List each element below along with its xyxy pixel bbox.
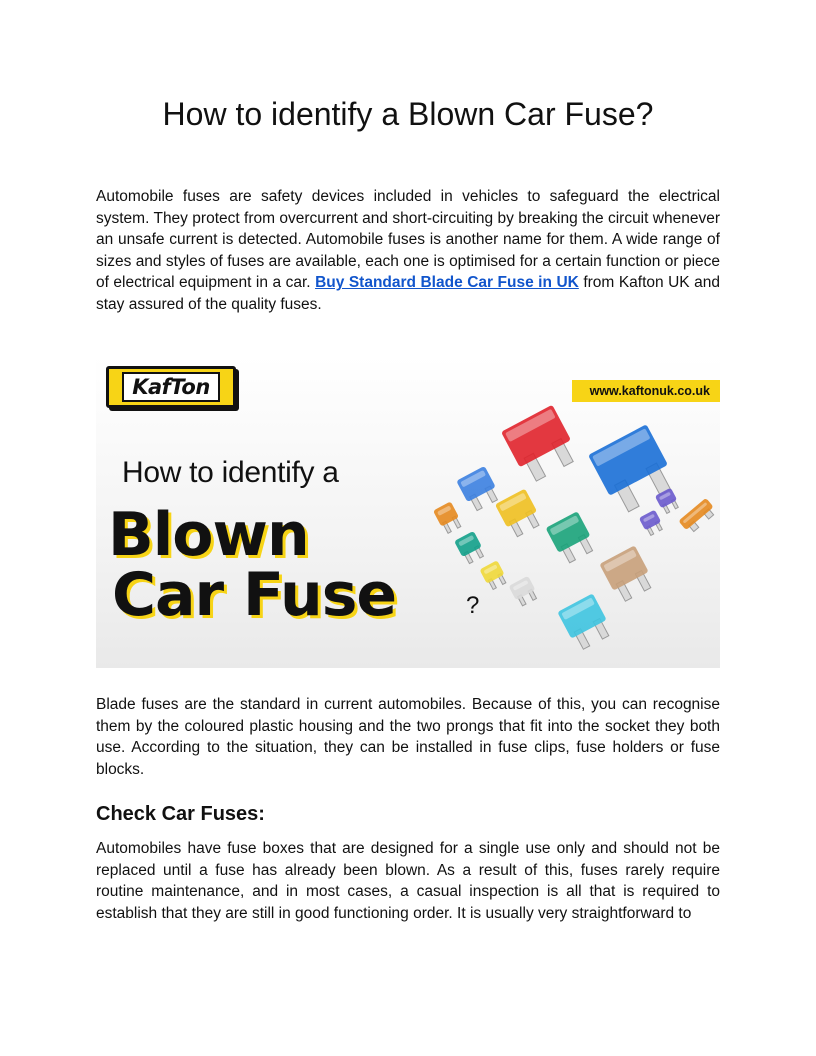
intro-paragraph [96,186,720,315]
fuse-13 [557,593,613,652]
check-fuses-paragraph: Automobiles have fuse boxes that are designed for a single use only and should not be replaced until a fuse has already been blown. As a result of this, fuses rarely require routine maintenance, and in most cases, a casual inspection is all that is required to establish that they are still in good functioning order. It is usually very straightforward to [96,840,720,922]
kafton-logo-text: KafTon [122,372,220,402]
fuse-4 [495,489,543,539]
kafton-logo [106,366,236,408]
fuse-14 [509,576,540,608]
section-heading-check-fuses: Check Car Fuses: [96,803,265,825]
banner-headline-car-fuse: Car Fuse [112,560,397,630]
fuse-9 [599,545,655,604]
banner-headline-line1: How to identify a [122,456,339,489]
banner-question-mark: ? [466,592,480,619]
article-banner-image [96,356,720,668]
fuse-1 [501,405,580,485]
website-url-badge: www.kaftonuk.co.uk [572,380,720,402]
fuse-collection-illustration [396,396,720,668]
fuse-12 [678,498,717,535]
fuse-6 [546,511,598,565]
fuse-8 [479,560,508,591]
fuse-11 [639,510,665,537]
banner-headline-blown: Blown [108,500,309,570]
intro-text: Automobile fuses are safety devices included in vehicles to safeguard the electrical system. They protect from overcurrent and short-circuiting by breaking the circuit whenever an unsafe current is detected. Automobile fuses is another name for them. A wide range of sizes and styles of fuses are available, each one is optimised for a certain function or piece of electrical equipment in a car. [96,188,720,291]
fuse-5 [433,501,463,534]
page-title: How to identify a Blown Car Fuse? [162,96,654,132]
fuse-3 [456,466,501,513]
blade-fuses-paragraph: Blade fuses are the standard in current automobiles. Because of this, you can recognise them by the coloured plastic housing and the two prongs that fit into the socket they both use. According to the situation, they can be installed in fuse clips, fuse holders or fuse blocks. [96,696,720,778]
buy-fuse-link[interactable]: Buy Standard Blade Car Fuse in UK [315,274,579,291]
fuse-7 [454,531,486,565]
intro-text-after: from Kafton UK and stay assured of the quality fuses. [96,274,720,313]
